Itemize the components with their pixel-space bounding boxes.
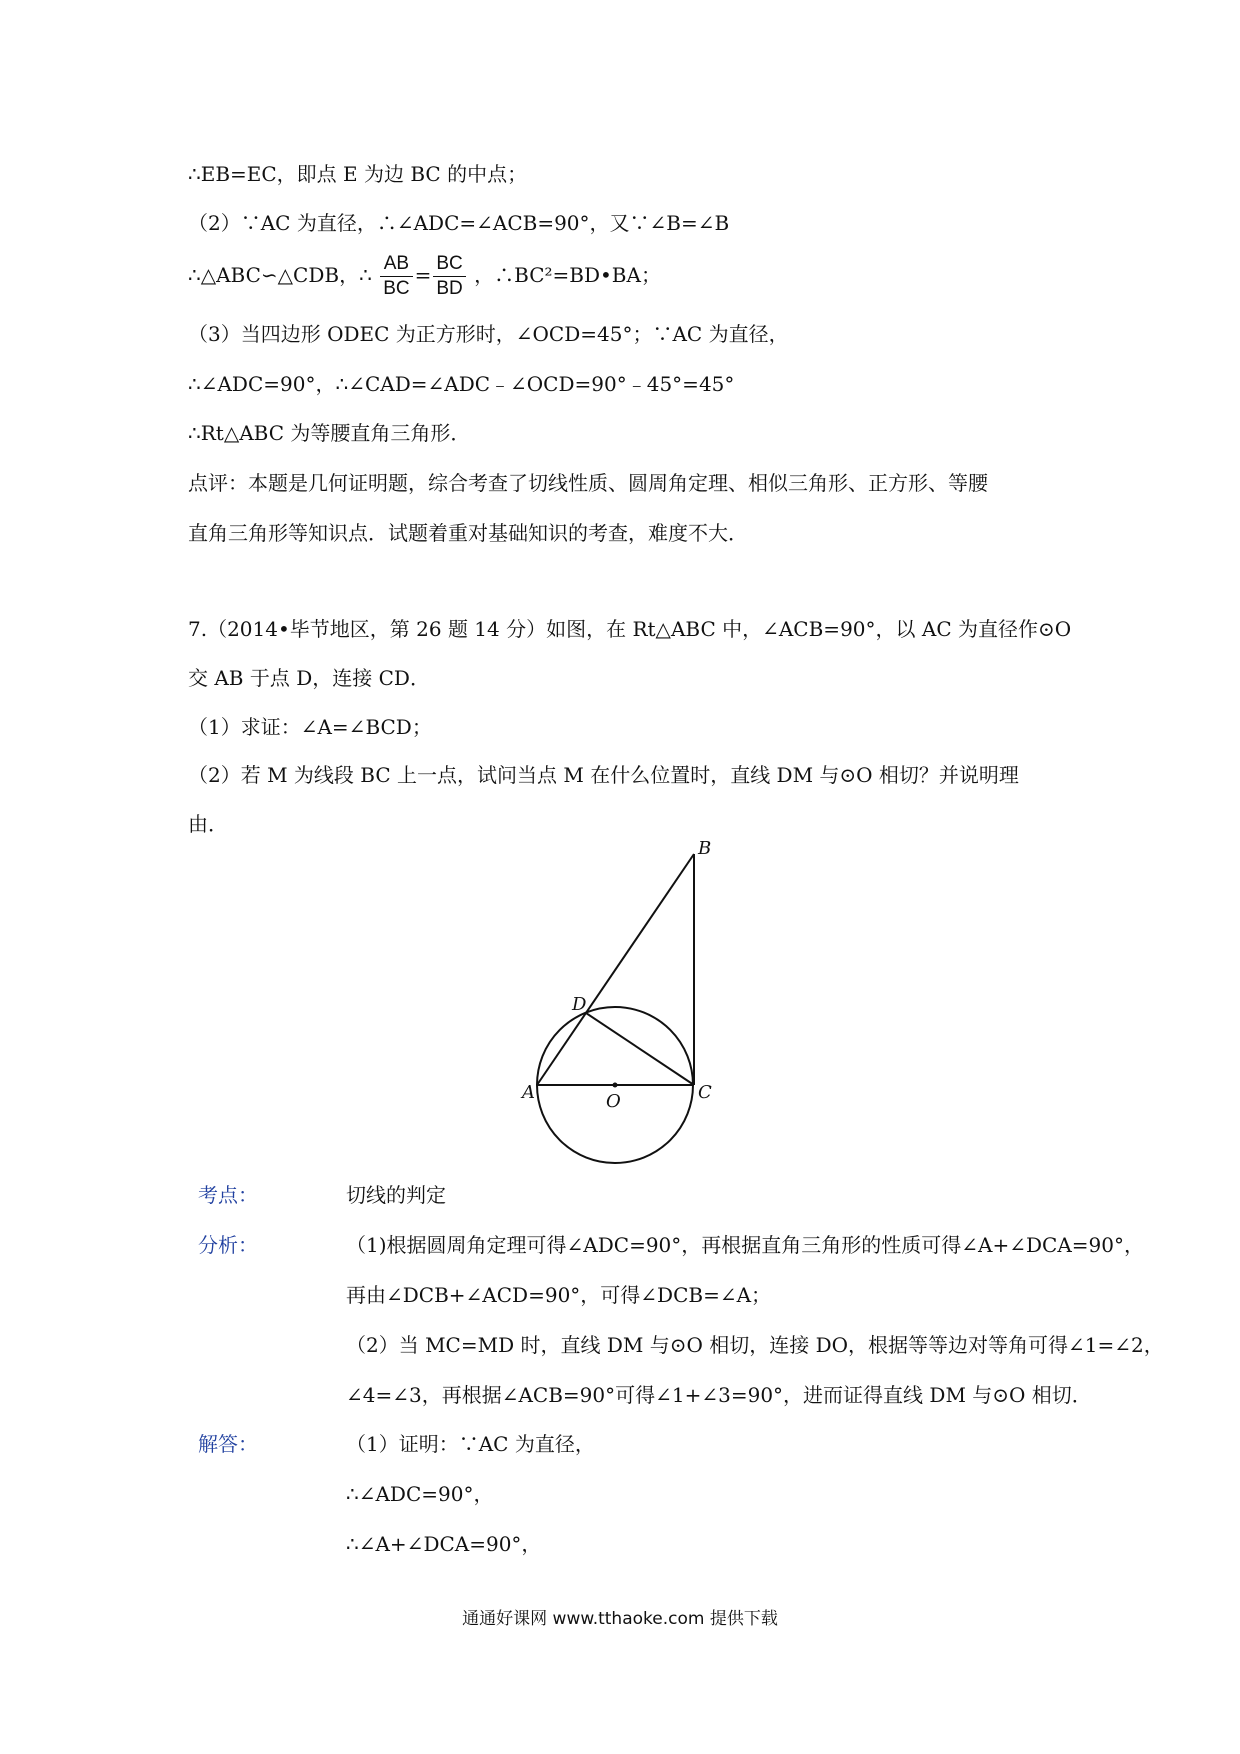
fenxi-line-1: （1)根据圆周角定理可得∠ADC=90°，再根据直角三角形的性质可得∠A+∠DCA=90°， (346, 1233, 1144, 1257)
label-o: O (606, 1091, 621, 1112)
problem-line-5: 由． (188, 812, 228, 836)
label-c: C (698, 1082, 712, 1103)
fenxi-line-2: 再由∠DCB+∠ACD=90°，可得∠DCB=∠A； (346, 1283, 772, 1307)
comment-line-1: 点评：本题是几何证明题，综合考查了切线性质、圆周角定理、相似三角形、正方形、等腰 (188, 471, 988, 495)
segment-ab (537, 854, 694, 1085)
fenxi-line-3: （2）当 MC=MD 时，直线 DM 与⊙O 相切，连接 DO，根据等等边对等角可得∠1=∠2， (346, 1333, 1164, 1357)
solution-line-5: ∴Rt△ABC 为等腰直角三角形． (188, 421, 471, 445)
page-footer: 通通好课网 www.tthaoke.com 提供下载 (462, 1609, 778, 1629)
kaodian-label: 考点： (198, 1183, 258, 1207)
comment-line-2: 直角三角形等知识点．试题着重对基础知识的考查，难度不大． (188, 521, 748, 545)
fraction-numerator: BC (433, 252, 465, 277)
point-o-dot (613, 1083, 618, 1088)
problem-line-1: 7.（2014•毕节地区，第 26 题 14 分）如图，在 Rt△ABC 中，∠ACB=90°，以 AC 为直径作⊙O (188, 617, 1072, 641)
solution-line-3: （3）当四边形 ODEC 为正方形时，∠OCD=45°；∵AC 为直径， (188, 322, 789, 346)
solution-line-4: ∴∠ADC=90°，∴∠CAD=∠ADC﹣∠OCD=90°﹣45°=45° (188, 372, 735, 396)
geometry-figure (500, 830, 740, 1175)
fraction-ab-bc (380, 252, 412, 301)
jieda-line-2: ∴∠ADC=90°， (346, 1482, 494, 1506)
jieda-line-3: ∴∠A+∠DCA=90°， (346, 1532, 542, 1556)
equals-sign: = (414, 263, 432, 287)
problem-line-4: （2）若 M 为线段 BC 上一点，试问当点 M 在什么位置时，直线 DM 与⊙O 相切？并说明理 (188, 763, 1019, 787)
fraction-numerator: AB (380, 252, 412, 277)
segment-cd (586, 1013, 694, 1085)
kaodian-text: 切线的判定 (346, 1183, 446, 1207)
solution-line-1: ∴EB=EC，即点 E 为边 BC 的中点； (188, 162, 528, 186)
fraction-bc-bd (433, 252, 465, 301)
problem-line-2: 交 AB 于点 D，连接 CD． (188, 666, 430, 690)
jieda-label: 解答： (198, 1432, 258, 1456)
jieda-line-1: （1）证明：∵AC 为直径， (346, 1432, 595, 1456)
similar-triangles-line (188, 252, 661, 301)
label-d: D (572, 994, 587, 1015)
solution-line-2: （2）∵AC 为直径，∴∠ADC=∠ACB=90°，又∵∠B=∠B (188, 211, 730, 235)
label-a: A (522, 1082, 535, 1103)
problem-line-3: （1）求证：∠A=∠BCD； (188, 715, 432, 739)
fenxi-line-4: ∠4=∠3，再根据∠ACB=90°可得∠1+∠3=90°，进而证得直线 DM 与⊙O 相切． (346, 1383, 1092, 1407)
similar-before: ∴△ABC∽△CDB，∴ (188, 263, 372, 287)
similar-after: ，∴BC²=BD•BA； (474, 263, 661, 287)
fenxi-label: 分析： (198, 1233, 258, 1257)
fraction-denominator: BC (383, 278, 410, 299)
label-b: B (698, 838, 712, 859)
fraction-denominator: BD (436, 278, 463, 299)
